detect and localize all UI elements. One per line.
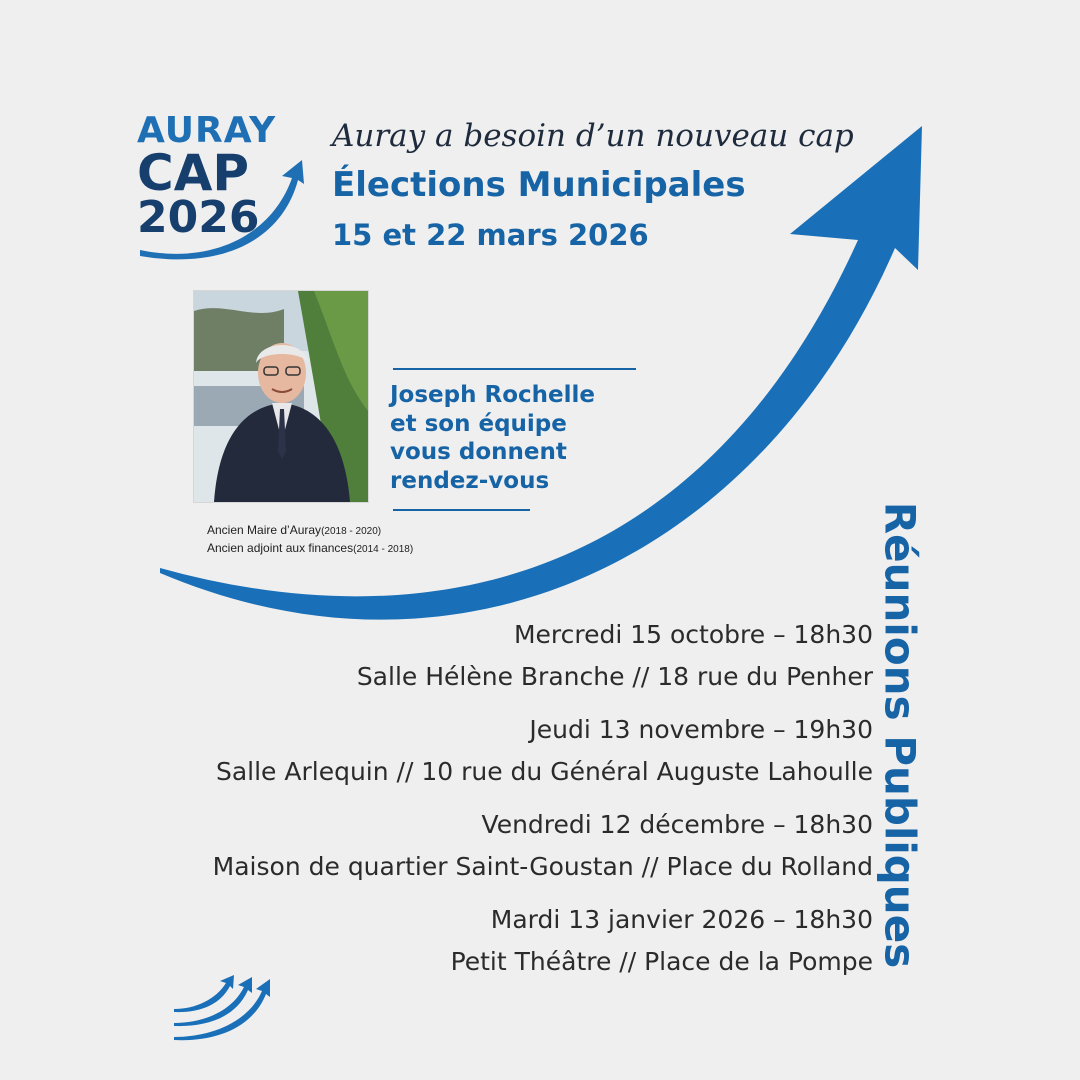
caption-line-mayor — [207, 522, 413, 540]
candidate-photo — [193, 290, 369, 503]
election-dates: 15 et 22 mars 2026 — [332, 218, 649, 252]
caption-line-finance — [207, 540, 413, 558]
caption-mayor-years: (2018 - 2020) — [321, 526, 382, 537]
caption-finance-text: Ancien adjoint aux finances — [207, 541, 354, 555]
event-place: Petit Théâtre // Place de la Pompe — [450, 947, 873, 976]
event-date: Mardi 13 janvier 2026 – 18h30 — [490, 905, 873, 934]
election-title: Élections Municipales — [332, 165, 746, 205]
logo-word-auray: AURAY — [137, 110, 277, 151]
caption-finance-years: (2014 - 2018) — [353, 544, 414, 555]
invitation-line: rendez-vous — [390, 467, 550, 494]
invitation-line: et son équipe — [390, 410, 567, 437]
invitation-line: Joseph Rochelle — [390, 382, 595, 408]
logo-word-year: 2026 — [137, 192, 260, 243]
divider-bottom — [393, 509, 530, 511]
event-place: Salle Arlequin // 10 rue du Général Auguste Lahoulle — [215, 757, 873, 786]
invitation-line: vous donnent — [390, 439, 567, 465]
event-place: Salle Hélène Branche // 18 rue du Penher — [356, 662, 873, 691]
auray-cap-logo — [132, 110, 307, 270]
event-item — [213, 709, 873, 793]
candidate-invitation — [390, 381, 595, 495]
event-place: Maison de quartier Saint-Goustan // Place du Rolland — [212, 852, 873, 881]
event-item — [213, 804, 873, 888]
event-date: Jeudi 13 novembre – 19h30 — [529, 715, 873, 744]
caption-mayor-text: Ancien Maire d’Auray — [207, 523, 322, 537]
small-arrows-icon — [170, 975, 275, 1045]
logo-word-cap: CAP — [137, 144, 250, 202]
campaign-slogan: Auray a besoin d’un nouveau cap — [332, 118, 854, 154]
event-date: Mercredi 15 octobre – 18h30 — [513, 620, 873, 649]
event-item — [213, 899, 873, 983]
section-title: Réunions Publiques — [875, 501, 925, 969]
logo-arrow-icon — [132, 110, 307, 270]
divider-top — [393, 368, 636, 370]
event-item — [213, 614, 873, 698]
events-list — [213, 614, 873, 994]
event-date: Vendredi 12 décembre – 18h30 — [481, 810, 873, 839]
candidate-caption — [207, 522, 413, 558]
